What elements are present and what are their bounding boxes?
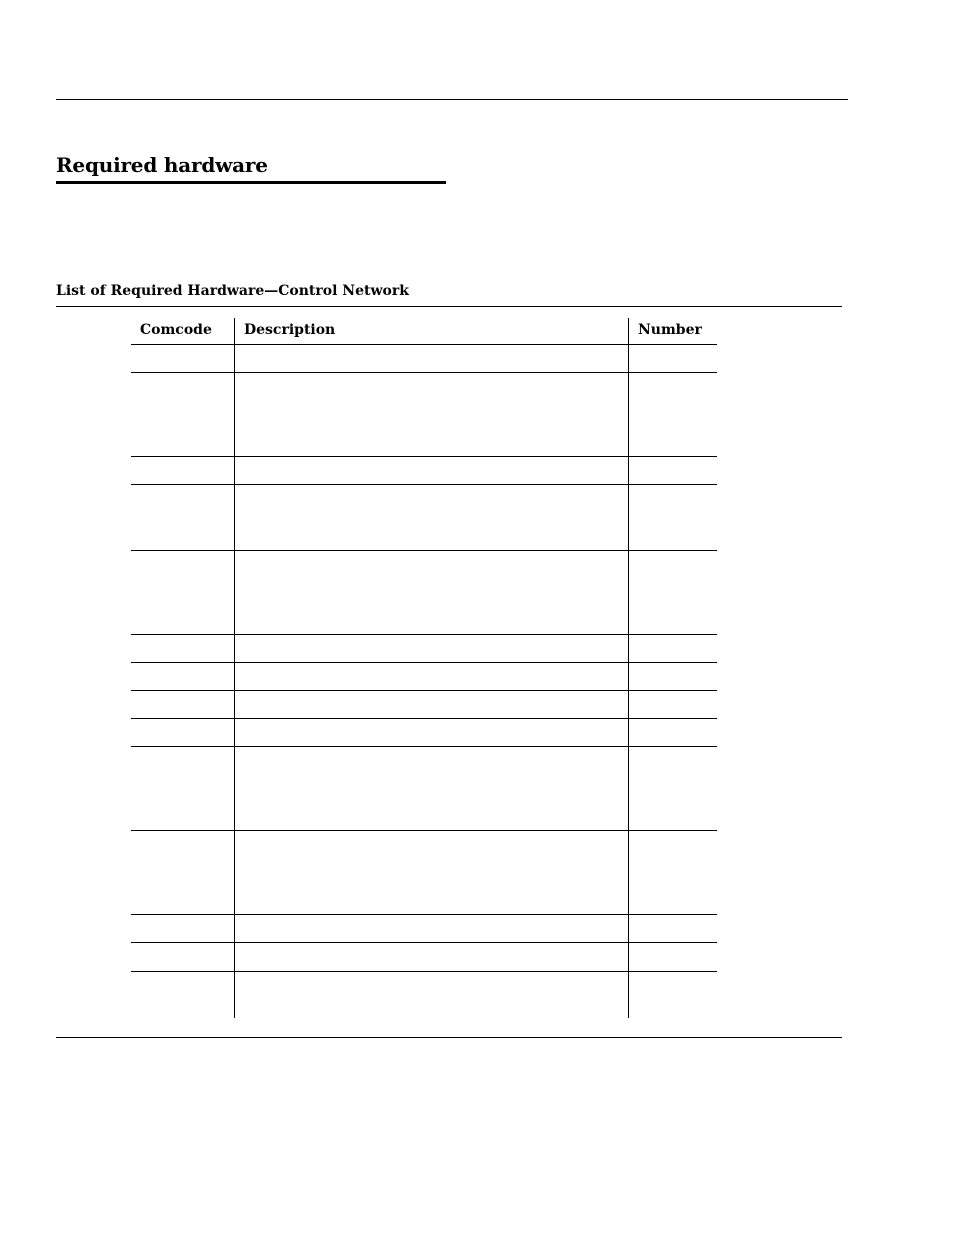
number-cell [628,457,717,484]
number-cell [628,719,717,746]
description-cell [234,747,628,830]
number-cell [628,345,717,372]
description-cell [234,915,628,942]
number-cell [628,551,717,634]
table-row [131,373,717,457]
comcode-cell [131,663,234,690]
comcode-cell [131,943,234,971]
number-cell [628,831,717,914]
number-cell [628,373,717,456]
comcode-cell [131,457,234,484]
description-cell [234,972,628,1018]
table-row [131,663,717,691]
description-cell [234,373,628,456]
table-row [131,345,717,373]
description-cell [234,719,628,746]
column-header-comcode: Comcode [140,322,212,338]
table-row [131,972,717,1018]
number-cell [628,635,717,662]
description-cell [234,691,628,718]
column-header-number: Number [628,318,717,344]
description-cell [234,663,628,690]
description-cell [234,345,628,372]
required-hardware-table [131,318,717,1018]
description-cell [234,943,628,971]
table-row [131,719,717,747]
top-rule [56,99,848,100]
comcode-cell [131,972,234,1018]
comcode-cell [131,551,234,634]
column-header-description: Description [234,318,628,344]
table-row [131,831,717,915]
number-cell [628,663,717,690]
table-row [131,691,717,719]
comcode-cell [131,719,234,746]
description-cell [234,551,628,634]
comcode-cell [131,345,234,372]
comcode-cell [131,915,234,942]
comcode-cell [131,373,234,456]
number-cell [628,485,717,550]
description-cell [234,635,628,662]
description-cell [234,457,628,484]
table-row [131,485,717,551]
number-cell [628,747,717,830]
comcode-cell [131,485,234,550]
table-row [131,747,717,831]
table-header-row [131,318,717,345]
number-cell [628,915,717,942]
table-caption: List of Required Hardware—Control Network [56,283,409,299]
comcode-cell [131,831,234,914]
number-cell [628,691,717,718]
table-row [131,943,717,972]
comcode-cell [131,747,234,830]
table-row [131,457,717,485]
comcode-cell [131,635,234,662]
number-cell [628,943,717,971]
description-cell [234,485,628,550]
description-cell [234,831,628,914]
caption-rule [56,306,842,307]
bottom-rule [56,1037,842,1038]
comcode-cell [131,691,234,718]
table-row [131,635,717,663]
table-row [131,551,717,635]
number-cell [628,972,717,1018]
table-row [131,915,717,943]
section-title: Required hardware [56,153,446,184]
